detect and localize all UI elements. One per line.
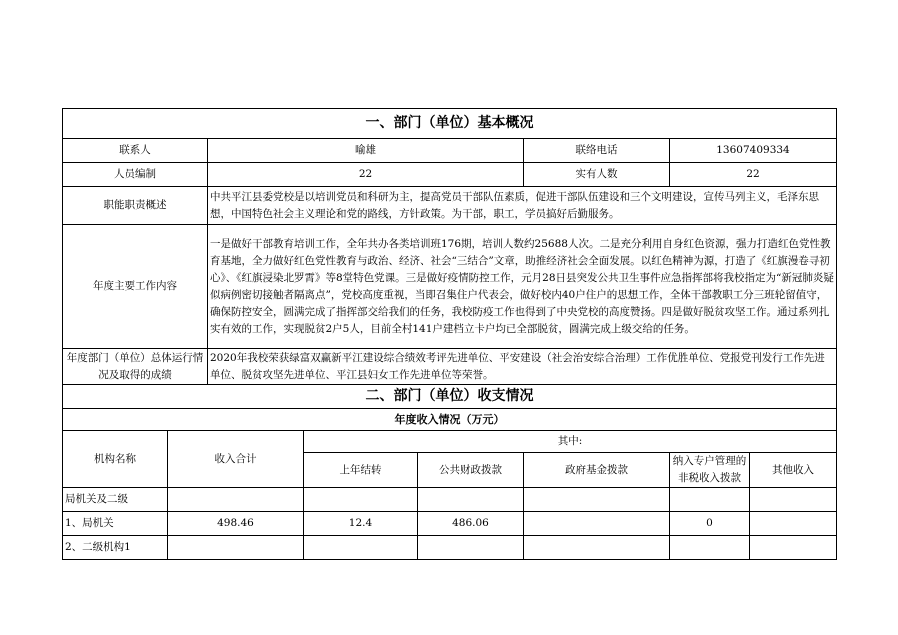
row-other [750,512,837,536]
table-row [63,512,837,536]
row-public-finance [418,536,524,560]
contact-label: 联系人 [63,139,208,163]
phone-label: 联络电话 [524,139,670,163]
row-total [168,536,304,560]
actual-staff-label: 实有人数 [524,163,670,187]
work-label: 年度主要工作内容 [63,225,208,349]
header-carryover: 上年结转 [304,453,418,488]
row-name: 1、局机关 [63,512,168,536]
row-carryover [304,488,418,512]
achievement-text: 2020年我校荣获绿富双赢新平江建设综合绩效考评先进单位、平安建设（社会治安综合治理）工作优胜单位、党报党刊发行工作先进单位、脱贫攻坚先进单位、平江县妇女工作先进单位等荣誉。 [208,349,837,385]
header-public-finance: 公共财政拨款 [418,453,524,488]
row-carryover: 12.4 [304,512,418,536]
actual-staff-value: 22 [670,163,837,187]
duty-label: 职能职责概述 [63,187,208,225]
row-name: 2、二级机构1 [63,536,168,560]
staff-quota-value: 22 [208,163,524,187]
header-gov-fund: 政府基金拨款 [524,453,670,488]
header-income-total: 收入合计 [168,431,304,488]
table-row [63,536,837,560]
table-row [63,488,837,512]
staff-quota-label: 人员编制 [63,163,208,187]
row-other [750,488,837,512]
row-other [750,536,837,560]
budget-report-table [62,108,837,560]
row-gov-fund [524,488,670,512]
row-total [168,488,304,512]
row-public-finance: 486.06 [418,512,524,536]
achievement-label: 年度部门（单位）总体运行情况及取得的成绩 [63,349,208,385]
row-non-tax [670,536,750,560]
duty-text: 中共平江县委党校是以培训党员和科研为主，提高党员干部队伍素质，促进干部队伍建设和三个文明建设，宣传马列主义，毛泽东思想，中国特色社会主义理论和党的路线，方针政策。为干部，职工，学员搞好后勤服务。 [208,187,837,225]
header-other: 其他收入 [750,453,837,488]
row-gov-fund [524,536,670,560]
section1-title: 一、部门（单位）基本概况 [63,109,837,139]
row-public-finance [418,488,524,512]
section2-title: 二、部门（单位）收支情况 [63,385,837,409]
contact-value: 喻雄 [208,139,524,163]
phone-value: 13607409334 [670,139,837,163]
row-total: 498.46 [168,512,304,536]
row-name: 局机关及二级 [63,488,168,512]
header-non-tax: 纳入专户管理的非税收入拨款 [670,453,750,488]
row-carryover [304,536,418,560]
work-text: 一是做好干部教育培训工作，全年共办各类培训班176期，培训人数约25688人次。二是充分利用自身红色资源，强力打造红色党性教育基地，全力做好红色党性教育与政治、经济、社会“三结合”文章，助推经济社会全面发展。以红色精神为源，打造了《红旗漫卷寻初心》、《红旗浸染北罗霄》等8堂特色党课。三是做好疫情防控工作，元月28日县突发公共卫生事件应急指挥部将我校指定为“新冠肺炎疑似病例密切接触者隔离点”，党校高度重视，当即召集住户代表会，做好校内40户住户的思想工作，全体干部教职工分三班轮留值守，确保防控安全，圆满完成了指挥部交给我们的任务，我校防疫工作也得到了中央党校的高度赞扬。四是做好脱贫攻坚工作。通过系列扎实有效的工作，实现脱贫2户5人，目前全村141户建档立卡户均已全部脱贫，圆满完成上级交给的任务。 [208,225,837,349]
row-non-tax [670,488,750,512]
row-gov-fund [524,512,670,536]
row-non-tax: 0 [670,512,750,536]
header-of-which: 其中: [304,431,837,453]
income-title: 年度收入情况（万元） [63,409,837,431]
header-org-name: 机构名称 [63,431,168,488]
